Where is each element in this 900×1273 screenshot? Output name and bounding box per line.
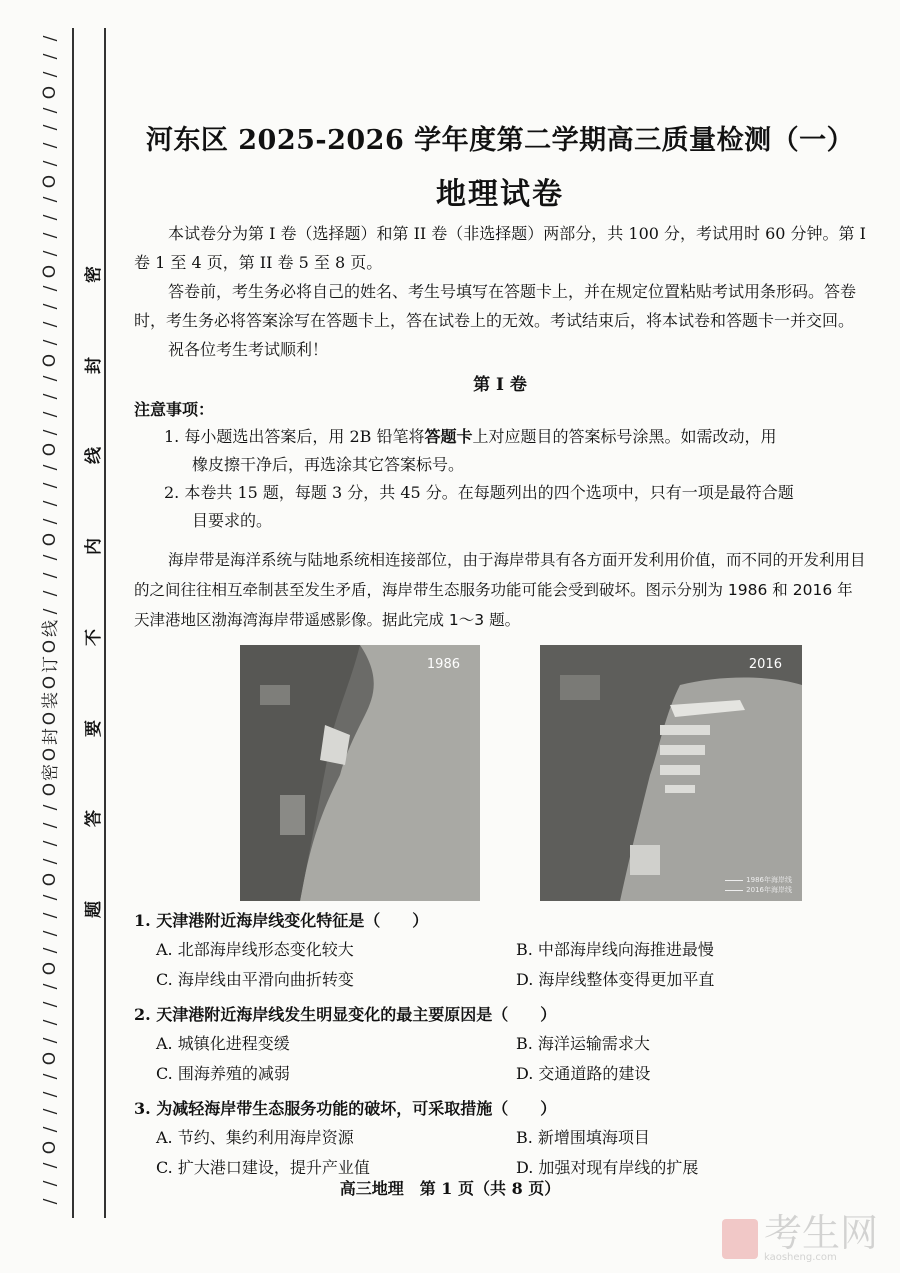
binding-mark: / [40, 35, 61, 42]
binding-mark: / [40, 608, 61, 614]
intro-paragraph-1: 本试卷分为第 I 卷（选择题）和第 II 卷（非选择题）两部分，共 100 分，考试用时 60 分钟。第 I 卷 1 至 4 页，第 II 卷 5 至 8 页。 [134, 224, 866, 272]
binding-mark: / [40, 482, 61, 489]
binding-mark: / [40, 948, 61, 954]
image-year-1986: 1986 [426, 657, 460, 672]
binding-mark: / [40, 1091, 61, 1097]
notice-item-1: 1. 每小题选出答案后，用 2B 铅笔将答题卡上对应题目的答案标号涂黑。如需改动，用 橡皮擦干净后，再选涂其它答案标号。 [164, 427, 777, 474]
binding-mark: O [40, 711, 61, 726]
binding-mark: / [40, 822, 61, 829]
binding-mark: O [40, 962, 61, 976]
binding-mark: / [40, 53, 61, 60]
binding-mark: / [40, 107, 61, 113]
binding-mark: / [40, 930, 61, 936]
satellite-image-1986 [240, 645, 480, 901]
binding-mark: O [40, 783, 61, 797]
binding-strip [34, 30, 68, 1210]
binding-mark: O [40, 85, 61, 99]
binding-mark: O [40, 747, 61, 761]
image-year-2016: 2016 [748, 657, 782, 672]
binding-mark: / [40, 465, 61, 471]
option-a: A. 节约、集约利用海岸资源 [156, 1128, 354, 1147]
binding-mark: O [40, 174, 61, 189]
binding-mark: O [40, 640, 61, 654]
binding-mark: / [40, 554, 61, 561]
question-3 [134, 1095, 866, 1183]
binding-mark: / [40, 572, 61, 579]
binding-mark: / [40, 840, 61, 847]
watermark [722, 1211, 878, 1263]
option-d: D. 交通道路的建设 [516, 1064, 651, 1083]
binding-warning-char: 答 [83, 810, 104, 828]
watermark-brand: 考生网 [763, 1211, 878, 1255]
binding-warning-char: 线 [83, 447, 104, 465]
binding-mark: / [40, 232, 61, 239]
exam-page [134, 118, 866, 1183]
binding-warning [80, 262, 102, 922]
binding-mark: / [40, 1073, 61, 1080]
question-stem: 3. 为减轻海岸带生态服务功能的破坏，可采取措施（ ） [134, 1099, 557, 1118]
binding-mark: / [40, 894, 61, 901]
option-b: B. 中部海岸线向海推进最慢 [516, 940, 714, 959]
binding-mark: O [40, 264, 61, 278]
binding-mark: / [40, 321, 61, 328]
binding-mark: 装 [40, 691, 61, 709]
binding-mark: / [40, 196, 61, 203]
binding-mark: 订 [40, 656, 61, 674]
reading-passage [134, 545, 866, 635]
section-title: 第 I 卷 [473, 375, 527, 395]
binding-mark: / [40, 160, 61, 167]
binding-mark: / [40, 429, 61, 435]
binding-mark: / [40, 125, 61, 131]
binding-mark: O [40, 675, 61, 690]
binding-mark: 密 [40, 763, 61, 781]
notice-title: 注意事项： [134, 400, 215, 419]
satellite-images [134, 645, 866, 901]
option-a: A. 城镇化进程变缓 [156, 1034, 290, 1053]
binding-mark: O [40, 353, 61, 368]
image-legend: 1986年海岸线 2016年海岸线 [725, 875, 792, 895]
binding-line-inner [104, 28, 106, 1218]
satellite-image-2016 [540, 645, 802, 901]
binding-mark: / [40, 250, 61, 257]
binding-mark: O [40, 872, 61, 887]
binding-mark: / [40, 912, 61, 919]
question-1 [134, 907, 866, 995]
option-a: A. 北部海岸线形态变化较大 [156, 940, 354, 959]
watermark-logo-icon [722, 1219, 758, 1259]
binding-mark: / [40, 1126, 61, 1133]
binding-mark: O [40, 1141, 61, 1155]
binding-line-outer [72, 28, 74, 1218]
binding-mark: / [40, 339, 61, 346]
binding-mark: / [40, 1198, 61, 1205]
option-c: C. 扩大港口建设，提升产业值 [156, 1158, 370, 1177]
binding-mark: / [40, 286, 61, 292]
binding-mark: / [40, 142, 61, 149]
option-c: C. 海岸线由平滑向曲折转变 [156, 970, 354, 989]
passage-text: 海岸带是海洋系统与陆地系统相连接部位，由于海岸带具有各方面开发利用价值，而不同的开发利用目的之间往往相互牵制甚至发生矛盾，海岸带生态服务功能可能会受到破坏。图示分别为 1986 和 2016 年天津港地区渤海湾海岸带遥感影像。据此完成 1～3 题。 [134, 551, 866, 629]
binding-mark: / [40, 500, 61, 507]
binding-warning-char: 要 [83, 719, 104, 737]
option-d: D. 海岸线整体变得更加平直 [516, 970, 715, 989]
binding-mark: / [40, 71, 61, 78]
binding-mark: / [40, 393, 61, 400]
exam-title: 河东区 2025-2026 学年度第二学期高三质量检测（一） [145, 125, 855, 156]
binding-mark: O [40, 532, 61, 547]
binding-warning-char: 封 [83, 356, 104, 374]
binding-mark: / [40, 375, 61, 382]
option-c: C. 围海养殖的减弱 [156, 1064, 290, 1083]
binding-mark: / [40, 1109, 61, 1115]
binding-mark: / [40, 983, 61, 990]
binding-mark: / [40, 518, 61, 525]
binding-warning-char: 题 [83, 900, 104, 918]
binding-warning-char: 密 [83, 266, 104, 283]
intro-paragraph-2: 答卷前，考生务必将自己的姓名、考生号填写在答题卡上，并在规定位置粘贴考试用条形码。答卷时，考生务必将答案涂写在答题卡上，答在试卷上的无效。考试结束后，将本试卷和答题卡一并交回。 [134, 282, 857, 330]
question-stem: 2. 天津港附近海岸线发生明显变化的最主要原因是（ ） [134, 1005, 557, 1024]
binding-mark: / [40, 1019, 61, 1026]
binding-mark: / [40, 858, 61, 865]
notice-item-2: 2. 本卷共 15 题，每题 3 分，共 45 分。在每题列出的四个选项中，只有一项是最符合题 目要求的。 [164, 483, 794, 530]
binding-mark: / [40, 1162, 61, 1169]
binding-mark: / [40, 1180, 61, 1187]
option-b: B. 新增围填海项目 [516, 1128, 650, 1147]
binding-mark: / [40, 1037, 61, 1044]
binding-mark: / [40, 804, 61, 811]
binding-mark: 线 [40, 620, 61, 638]
question-stem: 1. 天津港附近海岸线变化特征是（ ） [134, 911, 429, 930]
binding-mark: O [40, 443, 61, 457]
binding-mark: / [40, 590, 61, 596]
exam-subject: 地理试卷 [436, 177, 564, 212]
binding-warning-char: 内 [83, 538, 104, 556]
binding-mark: / [40, 214, 61, 221]
binding-warning-char: 不 [83, 628, 104, 646]
watermark-domain: kaosheng.com [763, 1252, 837, 1263]
binding-mark: / [40, 1001, 61, 1008]
page-footer: 高三地理 第 1 页（共 8 页） [339, 1179, 561, 1198]
binding-mark: / [40, 411, 61, 418]
option-d: D. 加强对现有岸线的扩展 [516, 1158, 699, 1177]
intro-paragraph-3: 祝各位考生考试顺利！ [168, 340, 329, 359]
binding-mark: 封 [40, 727, 61, 745]
option-b: B. 海洋运输需求大 [516, 1034, 650, 1053]
binding-mark: / [40, 303, 61, 310]
binding-mark: O [40, 1051, 61, 1065]
question-2 [134, 1001, 866, 1089]
